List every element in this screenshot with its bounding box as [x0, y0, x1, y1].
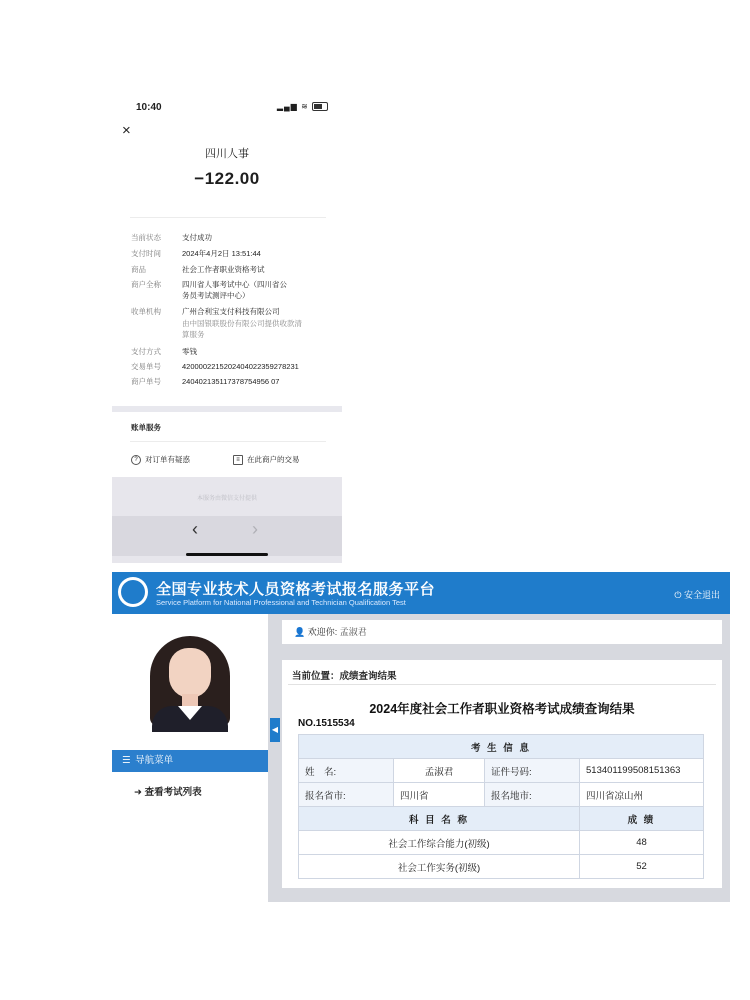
- collapse-sidebar-tab[interactable]: ◀: [270, 718, 280, 742]
- section-gap: [112, 406, 342, 412]
- table-row: [299, 759, 704, 783]
- region-label: 报名地市:: [485, 783, 580, 807]
- exam-score-portal-screenshot: [112, 572, 730, 902]
- table-row: [299, 735, 704, 759]
- divider: [130, 217, 326, 218]
- score-header: 成 绩: [580, 807, 704, 831]
- divider: [288, 684, 716, 685]
- logout-button[interactable]: ⏻ 安全退出: [674, 590, 720, 600]
- name-label: 姓 名:: [299, 759, 394, 783]
- browser-nav-bar: [112, 516, 342, 556]
- payment-amount: −122.00: [194, 169, 260, 188]
- merchant-name: 四川人事: [205, 148, 249, 160]
- name-value: 孟淑君: [394, 759, 485, 783]
- portal-subtitle: Service Platform for National Professional and Technician Qualification Test: [156, 598, 406, 607]
- wifi-icon: ≋: [301, 102, 309, 111]
- faint-footer-text: 本服务由微信支付提供: [196, 496, 257, 502]
- table-row: [299, 783, 704, 807]
- result-title: 2024年度社会工作者职业资格考试成绩查询结果: [369, 702, 635, 716]
- id-value: 513401199508151363: [580, 759, 704, 783]
- subject-name: 社会工作综合能力(初级): [299, 831, 580, 855]
- subject-name: 社会工作实务(初级): [299, 855, 580, 879]
- user-icon: 👤: [294, 627, 306, 637]
- portal-logo-emblem: [121, 580, 145, 604]
- portal-title: 全国专业技术人员资格考试报名服务平台: [156, 581, 436, 598]
- forward-arrow-icon[interactable]: ›: [252, 519, 258, 539]
- user-name: 孟淑君: [339, 627, 367, 637]
- divider: [130, 441, 326, 442]
- subject-score: 48: [580, 831, 704, 855]
- question-icon: ?: [131, 455, 141, 465]
- subject-header: 科 目 名 称: [299, 807, 580, 831]
- question-order-link[interactable]: ? 对订单有疑惑: [131, 454, 190, 465]
- table-row: [299, 855, 704, 879]
- score-table: [298, 734, 704, 879]
- table-row: [299, 831, 704, 855]
- bill-service-title: 账单服务: [131, 423, 161, 432]
- home-indicator: [186, 553, 268, 556]
- region-value: 四川省凉山州: [580, 783, 704, 807]
- certificate-number: NO.1515534: [298, 718, 355, 729]
- candidate-info-header: 考 生 信 息: [299, 735, 704, 759]
- menu-icon: ☰: [122, 755, 131, 766]
- payment-receipt-screenshot: 10:40 ▂▄▆ ≋ × 四川人事 −122.00 当前状态 支付成功 支付时间 2024年4月2日 13:51:44 商品 社会工作者职业资格考试 商户全称 四川省人事考试中心（四川省公务员考试测评中心） 收单机构 广州合利宝支付科技有限公司 由中国银联股份有限公司提供收款清算服务 支付方式 零钱 交易单号 4200002215202404022359278231 商户单号 240402135117378754956 07 账单服务 ? 对订单有疑惑 ≡ 在此商户的交易 本服务由微信支付提供 ‹ ›: [112, 95, 342, 563]
- exam-list-link[interactable]: ➜ 查看考试列表: [134, 787, 202, 798]
- province-value: 四川省: [394, 783, 485, 807]
- arrow-right-icon: ➜: [134, 787, 142, 798]
- id-label: 证件号码:: [485, 759, 580, 783]
- breadcrumb: 当前位置：成绩查询结果: [292, 671, 397, 682]
- nav-menu-header[interactable]: ☰ 导航菜单: [112, 750, 268, 772]
- photo-face: [169, 648, 211, 698]
- status-time: 10:40: [136, 102, 162, 113]
- power-icon: ⏻: [674, 590, 682, 600]
- province-label: 报名省市:: [299, 783, 394, 807]
- table-row: [299, 807, 704, 831]
- welcome-bar: 👤 欢迎你: 孟淑君: [282, 620, 722, 644]
- status-icons: [277, 102, 328, 111]
- battery-icon: [312, 102, 328, 111]
- signal-icon: ▂▄▆: [276, 102, 298, 111]
- subject-score: 52: [580, 855, 704, 879]
- back-arrow-icon[interactable]: ‹: [192, 519, 198, 539]
- document-icon: ≡: [233, 455, 243, 465]
- merchant-transactions-link[interactable]: ≡ 在此商户的交易: [233, 454, 300, 465]
- close-icon[interactable]: ×: [122, 122, 131, 139]
